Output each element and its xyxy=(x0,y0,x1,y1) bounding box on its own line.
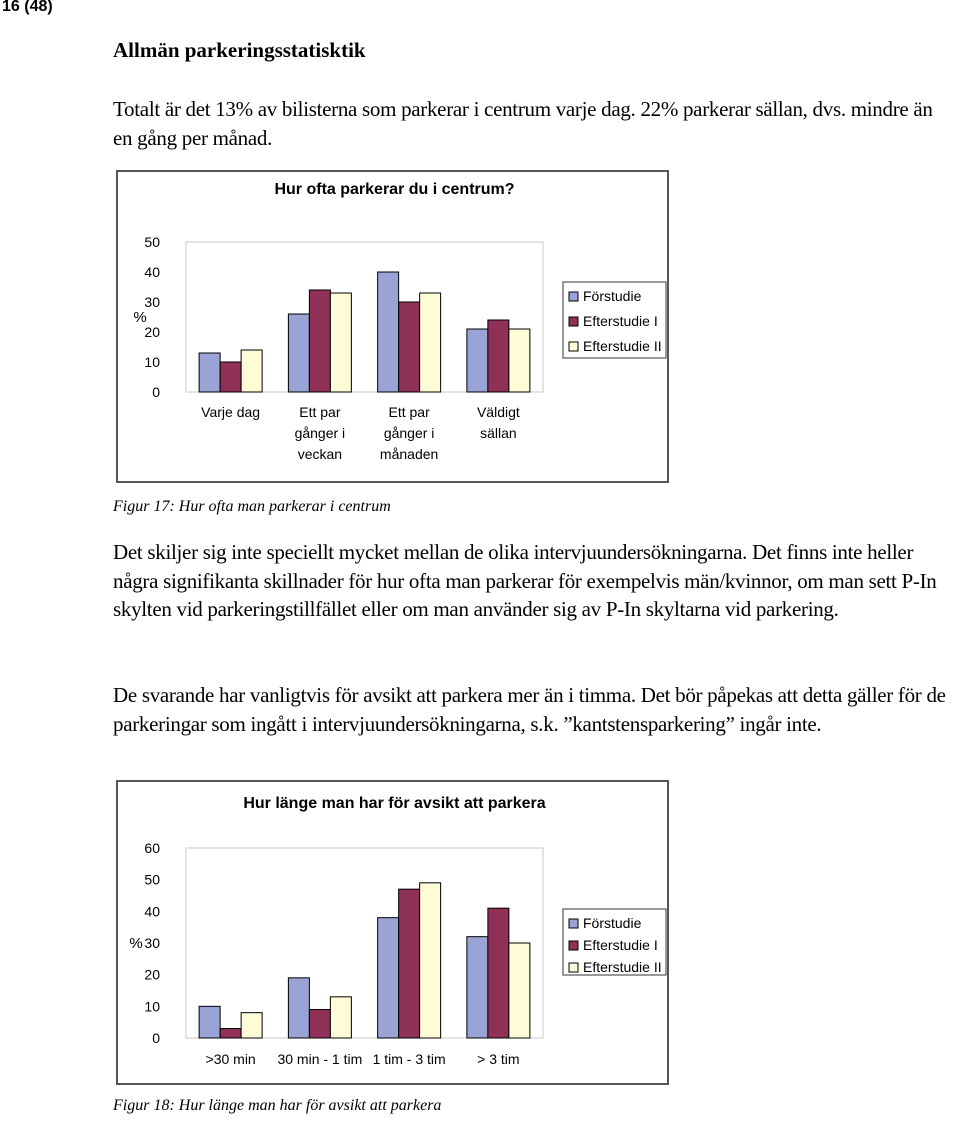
bar-3-1 xyxy=(241,1013,262,1038)
category-label: Väldigt xyxy=(476,404,520,420)
bar-1-3 xyxy=(378,272,399,392)
figure-17-caption: Figur 17: Hur ofta man parkerar i centrum xyxy=(113,498,391,515)
category-label: >30 min xyxy=(205,1051,256,1067)
bar-1-2 xyxy=(288,314,309,392)
legend-swatch-3 xyxy=(569,963,578,972)
bar-2-4 xyxy=(488,320,509,392)
category-label: Ett par xyxy=(299,404,341,420)
bar-3-1 xyxy=(241,350,262,392)
section-heading: Allmän parkeringsstatisktik xyxy=(113,38,366,62)
bar-3-4 xyxy=(509,329,530,392)
chart-title: Hur länge man har för avsikt att parkera xyxy=(243,795,546,812)
legend-label-3: Efterstudie II xyxy=(583,338,662,354)
category-label: sällan xyxy=(480,425,517,441)
category-label: Varje dag xyxy=(201,404,261,420)
bar-3-4 xyxy=(509,943,530,1038)
y-tick-label: 50 xyxy=(144,871,160,888)
y-tick-label: 30 xyxy=(144,935,160,951)
chart-duration-frame xyxy=(116,780,669,1085)
bar-2-1 xyxy=(220,1029,241,1039)
bar-3-2 xyxy=(330,293,351,392)
body-paragraph-3: De svarande har vanligtvis för avsikt att parkera mer än i timma. Det bör påpekas att detta gäller för de parkeringar som ingått i intervjuundersökningarna, s.k. ”kantstensparkering” ingår inte. xyxy=(113,683,946,736)
legend-label-1: Förstudie xyxy=(583,288,642,304)
y-tick-label: 20 xyxy=(144,324,160,340)
bar-1-1 xyxy=(199,1006,220,1038)
bar-1-1 xyxy=(199,353,220,392)
category-label: > 3 tim xyxy=(477,1051,520,1067)
bar-2-1 xyxy=(220,362,241,392)
bar-1-4 xyxy=(467,329,488,392)
bar-3-3 xyxy=(420,293,441,392)
figure-18-caption: Figur 18: Hur länge man har för avsikt att parkera xyxy=(113,1097,442,1114)
legend-label-1: Förstudie xyxy=(583,915,642,931)
chart-title: Hur ofta parkerar du i centrum? xyxy=(274,181,515,198)
legend-swatch-1 xyxy=(569,292,578,301)
y-tick-label: 40 xyxy=(144,903,160,920)
bar-2-3 xyxy=(399,889,420,1038)
bar-2-2 xyxy=(309,1010,330,1039)
bar-2-2 xyxy=(309,290,330,392)
legend-label-2: Efterstudie I xyxy=(583,313,658,329)
y-tick-label: 10 xyxy=(144,998,160,1015)
bar-2-4 xyxy=(488,908,509,1038)
legend-label-2: Efterstudie I xyxy=(583,937,658,953)
y-tick-label: 50 xyxy=(144,234,160,250)
body-paragraph-2: Det skiljer sig inte speciellt mycket mellan de olika intervjuundersökningarna. Det finns inte heller några signifikanta skillnader för hur ofta man parkerar för exempelvis män/kvinnor, om man sett P-In skylten vid parkeringstillfället eller om man använder sig av P-In skyltarna vid parkering. xyxy=(113,540,937,621)
category-label: 1 tim - 3 tim xyxy=(372,1051,446,1067)
y-tick-label: 20 xyxy=(144,966,160,983)
y-axis-label: % xyxy=(133,309,147,326)
y-tick-label: 0 xyxy=(152,1030,160,1046)
chart-duration xyxy=(118,782,671,1087)
bar-1-2 xyxy=(288,978,309,1038)
category-label: månaden xyxy=(379,446,439,462)
y-tick-label: 0 xyxy=(152,384,160,400)
legend-swatch-3 xyxy=(569,342,578,351)
y-tick-label: 60 xyxy=(144,840,160,856)
category-label: veckan xyxy=(297,446,343,462)
legend-swatch-2 xyxy=(569,317,578,326)
legend-swatch-1 xyxy=(569,919,578,928)
category-label: gånger i xyxy=(294,425,346,441)
legend-swatch-2 xyxy=(569,941,578,950)
chart-frequency xyxy=(118,172,671,485)
y-tick-label: 30 xyxy=(144,294,160,310)
category-label: 30 min - 1 tim xyxy=(277,1051,363,1067)
bar-3-3 xyxy=(420,883,441,1038)
bar-1-4 xyxy=(467,937,488,1038)
category-label: gånger i xyxy=(383,425,435,441)
page-number: 16 (48) xyxy=(2,0,53,15)
category-label: Ett par xyxy=(388,404,430,420)
y-axis-label: % xyxy=(129,935,143,952)
chart-frequency-frame xyxy=(116,170,669,483)
bar-1-3 xyxy=(378,918,399,1038)
bar-3-2 xyxy=(330,997,351,1038)
intro-paragraph: Totalt är det 13% av bilisterna som parkerar i centrum varje dag. 22% parkerar sällan, dvs. mindre än en gång per månad. xyxy=(113,97,933,150)
y-tick-label: 10 xyxy=(144,354,160,370)
bar-2-3 xyxy=(399,302,420,392)
legend-label-3: Efterstudie II xyxy=(583,959,662,975)
y-tick-label: 40 xyxy=(144,264,160,280)
